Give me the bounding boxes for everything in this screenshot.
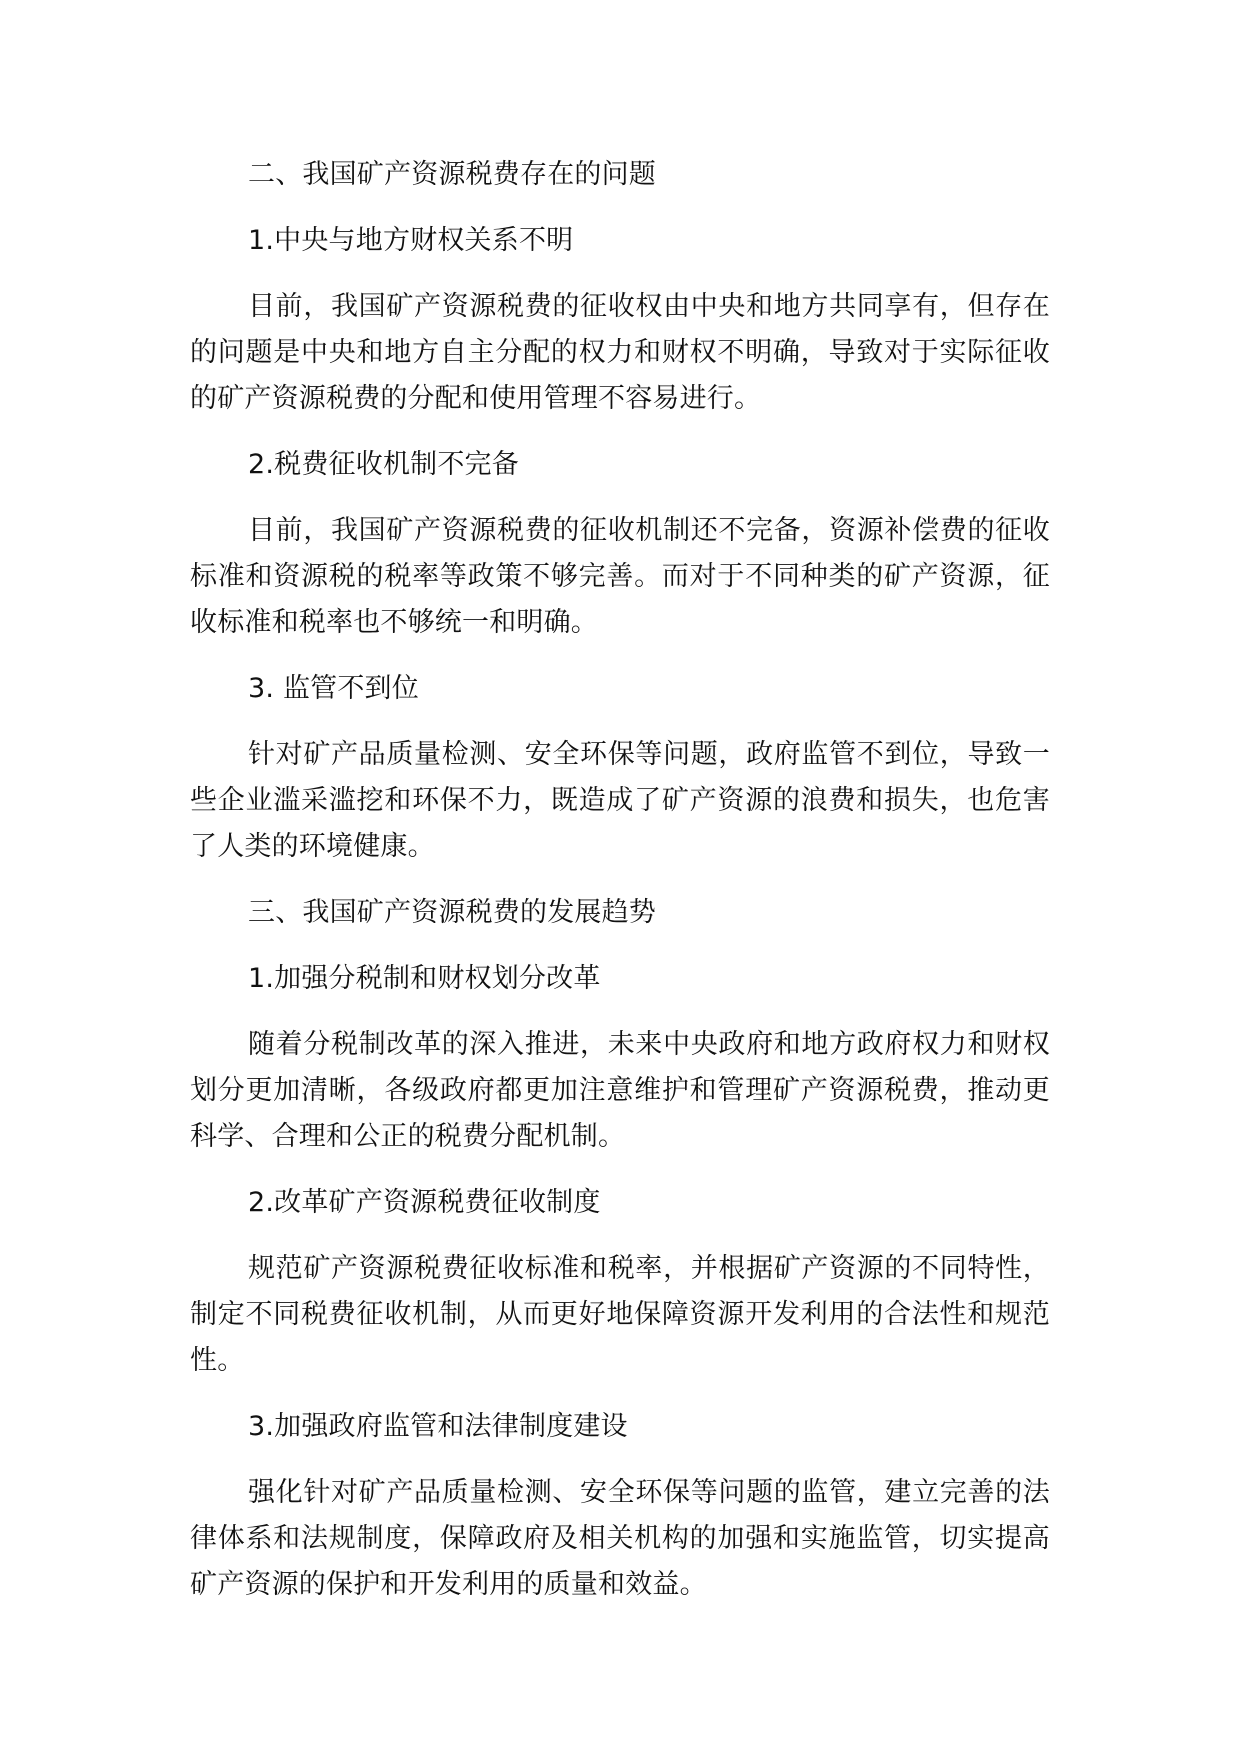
document-body: [190, 152, 1050, 1628]
section-heading-trends: 三、我国矿产资源税费的发展趋势: [248, 897, 656, 928]
paragraph-supervision: 针对矿产品质量检测、安全环保等问题，政府监管不到位，导致一些企业滥采滥挖和环保不力，既造成了矿产资源的浪费和损失，也危害了人类的环境健康。: [190, 739, 1050, 862]
subheading-legal-system: 3.加强政府监管和法律制度建设: [248, 1411, 628, 1442]
paragraph-collection-mechanism: 目前，我国矿产资源税费的征收机制还不完备，资源补偿费的征收标准和资源税的税率等政策不够完善。而对于不同种类的矿产资源，征收标准和税率也不够统一和明确。: [190, 515, 1050, 638]
subheading-fiscal-power: 1.中央与地方财权关系不明: [248, 225, 574, 256]
subheading-tax-reform: 1.加强分税制和财权划分改革: [248, 963, 601, 994]
subheading-collection-reform: 2.改革矿产资源税费征收制度: [248, 1187, 601, 1218]
subheading-collection-mechanism: 2.税费征收机制不完备: [248, 449, 519, 480]
subheading-supervision: 3. 监管不到位: [248, 673, 419, 704]
section-heading-problems: 二、我国矿产资源税费存在的问题: [248, 159, 656, 190]
paragraph-tax-reform: 随着分税制改革的深入推进，未来中央政府和地方政府权力和财权划分更加清晰，各级政府都更加注意维护和管理矿产资源税费，推动更科学、合理和公正的税费分配机制。: [190, 1029, 1050, 1152]
paragraph-collection-reform: 规范矿产资源税费征收标准和税率，并根据矿产资源的不同特性，制定不同税费征收机制，从而更好地保障资源开发利用的合法性和规范性。: [190, 1253, 1050, 1376]
paragraph-legal-system: 强化针对矿产品质量检测、安全环保等问题的监管，建立完善的法律体系和法规制度，保障政府及相关机构的加强和实施监管，切实提高矿产资源的保护和开发利用的质量和效益。: [190, 1477, 1050, 1600]
paragraph-fiscal-power: 目前，我国矿产资源税费的征收权由中央和地方共同享有，但存在的问题是中央和地方自主分配的权力和财权不明确，导致对于实际征收的矿产资源税费的分配和使用管理不容易进行。: [190, 291, 1050, 414]
